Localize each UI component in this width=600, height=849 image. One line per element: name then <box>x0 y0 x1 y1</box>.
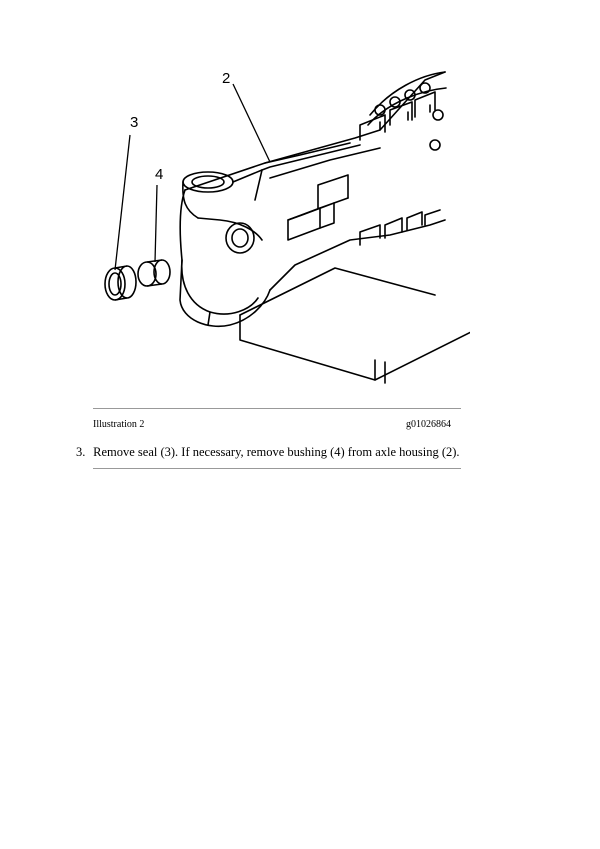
procedure-step-3 <box>76 445 460 460</box>
callout-3: 3 <box>130 114 139 131</box>
illustration-id: g01026864 <box>406 419 451 430</box>
axle-housing-illustration <box>90 60 470 400</box>
step-bottom-rule <box>93 468 461 469</box>
step-number: 3. <box>76 445 86 459</box>
illustration-caption: Illustration 2 <box>93 419 145 430</box>
axle-housing-drawing <box>90 60 470 400</box>
caption-top-rule <box>93 408 461 409</box>
callout-2: 2 <box>222 70 231 87</box>
callout-4: 4 <box>155 166 164 183</box>
step-text: Remove seal (3). If necessary, remove bushing (4) from axle housing (2). <box>93 445 460 459</box>
